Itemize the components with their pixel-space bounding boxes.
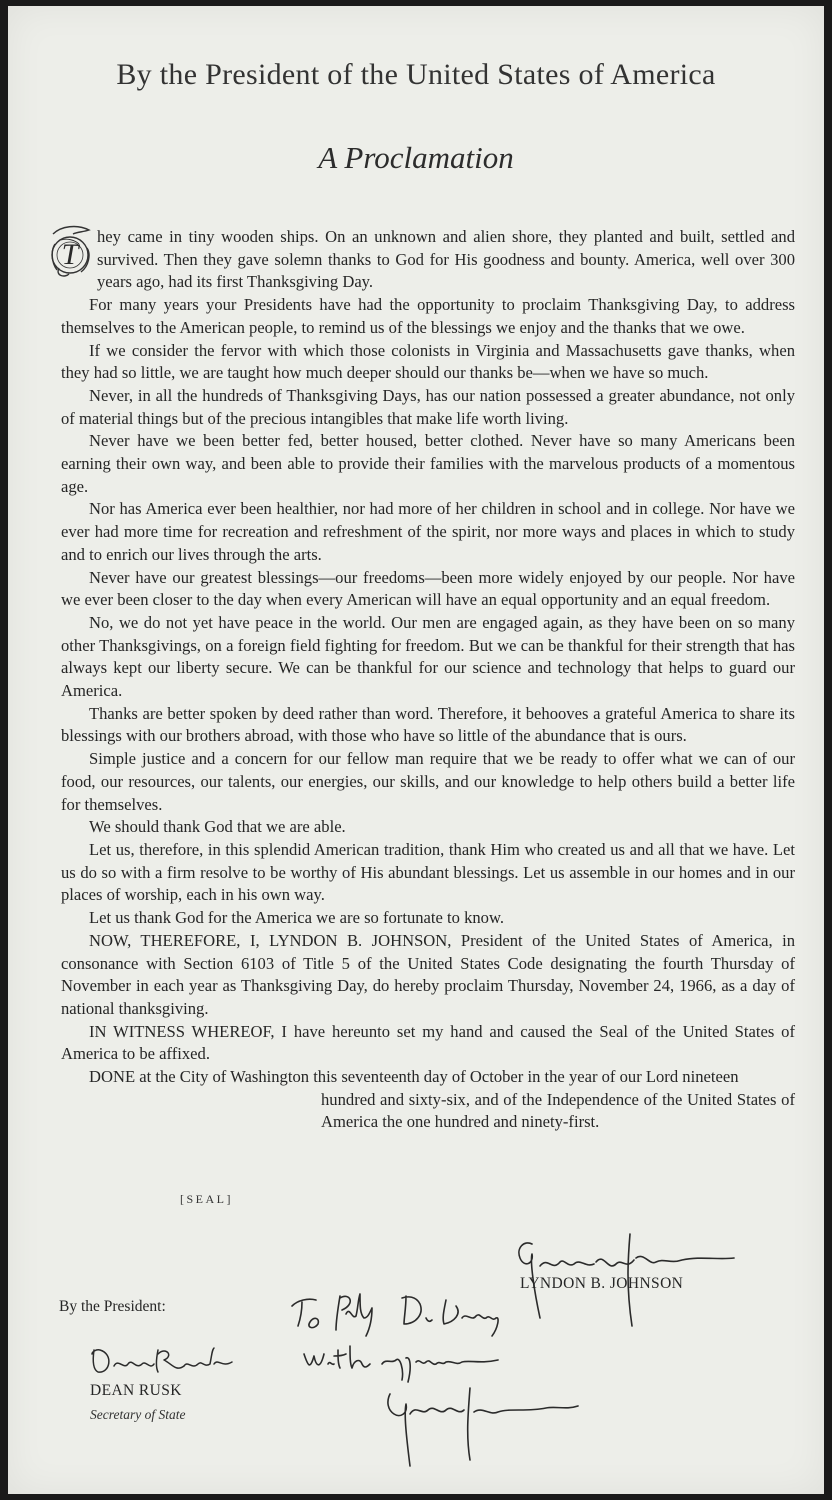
- paragraph-10: Simple justice and a concern for our fellow man require that we be ready to offer what we can of our food, our resources, our talents, our energies, our skills, and our knowledge to help others build a better life for themselves.: [61, 749, 795, 814]
- paragraph-5: Never have we been better fed, better housed, better clothed. Never have so many Americans been earning their own way, and been able to provide their families with the marvelous products of a momentous age.: [61, 431, 795, 496]
- paragraph-8: No, we do not yet have peace in the world. Our men are engaged again, as they have been on so many other Thanksgivings, on a foreign field fighting for freedom. But we can be thankful for their strength that has always kept our liberty secure. We can be thankful for our science and technology that helps to guard our America.: [61, 612, 795, 701]
- proclamation-sheet: [8, 6, 824, 1494]
- done-paragraph: [61, 1066, 795, 1134]
- paragraph-2: For many years your Presidents have had the opportunity to proclaim Thanksgiving Day, to address themselves to the American people, to remind us of the blessings we enjoy and the thanks that we owe.: [61, 295, 795, 337]
- paragraph-4: Never, in all the hundreds of Thanksgiving Days, has our nation possessed a greater abundance, not only of material things but of the precious intangibles that make life worth living.: [61, 385, 795, 428]
- paragraph-13: Let us thank God for the America we are so fortunate to know.: [89, 908, 505, 928]
- seal-marker: [SEAL]: [180, 1192, 233, 1206]
- paragraph-15: IN WITNESS WHEREOF, I have hereunto set my hand and caused the Seal of the United States of America to be affixed.: [61, 1021, 795, 1064]
- done-line: DONE at the City of Washington this seventeenth day of October in the year of our Lord nineteen: [89, 1067, 739, 1087]
- proclamation-body: [61, 226, 795, 1134]
- paragraph-11: We should thank God that we are able.: [89, 817, 346, 837]
- paragraph-12: Let us, therefore, in this splendid American tradition, thank Him who created us and all that we have. Let us do so with a firm resolve to be worthy of His abundant blessings. Let us assemble in our homes and in our places of worship, each in his own way.: [61, 839, 795, 905]
- paragraph-9: Thanks are better spoken by deed rather than word. Therefore, it behooves a grateful America to share its blessings with our brothers abroad, with those who have so little of the abundance that is ours.: [61, 703, 795, 746]
- secretary-title: Secretary of State: [90, 1407, 186, 1422]
- dropcap-letter: T: [61, 238, 79, 271]
- document-title: A Proclamation: [318, 140, 514, 175]
- paragraph-1: [61, 226, 795, 294]
- handwritten-inscription: [286, 1284, 586, 1470]
- done-continuation: hundred and sixty-six, and of the Independence of the United States of America the one hundred and ninety-first.: [321, 1089, 795, 1132]
- secretary-name: DEAN RUSK: [90, 1382, 182, 1399]
- ornamental-dropcap-t: [47, 222, 93, 280]
- by-the-president-label: By the President:: [59, 1298, 166, 1315]
- paragraph-6: Nor has America ever been healthier, nor had more of her children in school and in college. Nor have we ever had more time for recreation and refreshment of the spirit, nor more ways and places in which to study and to enrich our lives through the arts.: [61, 499, 795, 564]
- rusk-signature: [88, 1340, 238, 1378]
- paragraph-7: Never have our greatest blessings—our freedoms—been more widely enjoyed by our people. Nor have we ever been closer to the day when every American will have an equal opportunity and an equal freedom.: [61, 567, 795, 610]
- paragraph-3: If we consider the fervor with which those colonists in Virginia and Massachusetts gave thanks, when they had so little, we are taught how much deeper should our thanks be—when we have so much.: [61, 340, 795, 383]
- document-heading: By the President of the United States of America: [116, 58, 716, 91]
- president-name: LYNDON B. JOHNSON: [520, 1275, 684, 1292]
- paragraph-text: hey came in tiny wooden ships. On an unknown and alien shore, they planted and built, settled and survived. Then they gave solemn thanks to God for His goodness and bounty. America, well over 300 years ago, had its first Thanksgiving Day.: [97, 227, 795, 292]
- paragraph-14: NOW, THEREFORE, I, LYNDON B. JOHNSON, President of the United States of America, in consonance with Section 6103 of Title 5 of the United States Code designating the fourth Thursday of November in each year as Thanksgiving Day, do hereby proclaim Thursday, November 24, 1966, as a day of national thanksgiving.: [61, 930, 795, 1018]
